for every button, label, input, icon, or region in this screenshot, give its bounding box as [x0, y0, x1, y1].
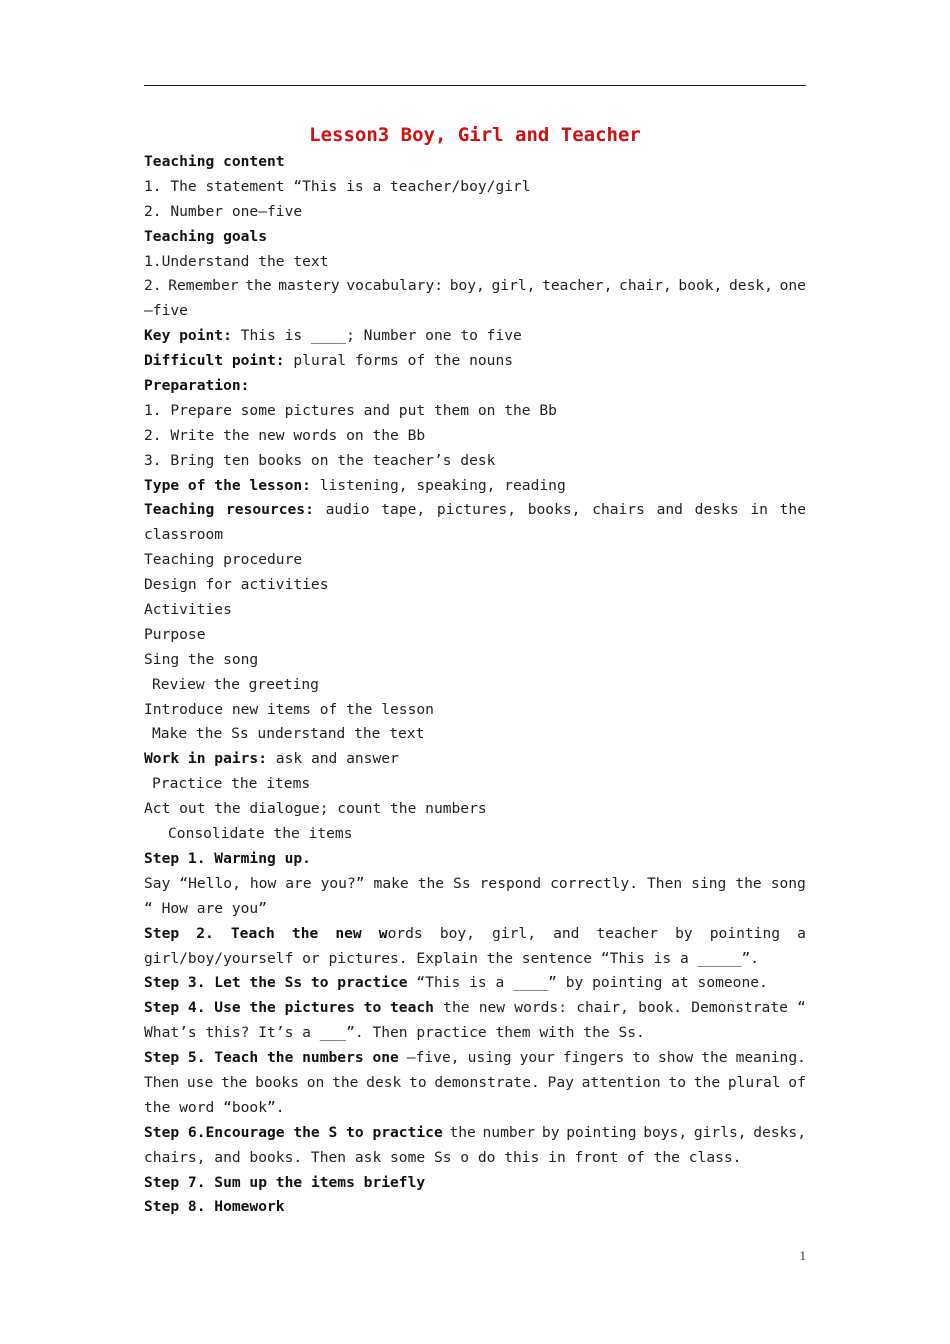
word: fingers [562, 1049, 625, 1067]
word: the [291, 924, 319, 942]
word: tape, [381, 501, 426, 519]
word: words [378, 924, 423, 942]
word: the [220, 1073, 248, 1091]
text-line: Activities [144, 601, 232, 619]
text-line: Practice the items [152, 775, 311, 793]
word: desk, [729, 277, 773, 295]
word: chairs [592, 501, 645, 519]
section-heading: Teaching goals [144, 227, 268, 245]
text-line: Purpose [144, 625, 206, 643]
text-line: 2. Number one—five [144, 202, 303, 220]
word: one [779, 277, 806, 295]
word: respond [479, 874, 542, 892]
word: are [285, 874, 312, 892]
lesson-title: Lesson3 Boy, Girl and Teacher [309, 124, 641, 146]
word: girls, [693, 1123, 747, 1141]
word: resources: [226, 501, 314, 519]
difficult-point-line: Difficult point: plural forms of the nouns [144, 352, 514, 370]
word: the [693, 1073, 721, 1091]
section-heading: Teaching content [144, 153, 285, 170]
word: on [306, 1073, 325, 1091]
text-line: 2. Write the new words on the Bb [144, 426, 426, 444]
word: “Hello, [179, 874, 241, 892]
word: “ [797, 999, 806, 1017]
word: Then [647, 874, 683, 892]
word: in [750, 501, 768, 519]
step4-line [144, 996, 806, 1021]
word: chair, [576, 999, 629, 1017]
word: books [255, 1073, 300, 1091]
word: the [701, 1049, 728, 1067]
word: Teaching [144, 501, 215, 519]
word: book, [678, 277, 723, 295]
word: Remember [168, 277, 239, 295]
page-number: 1 [799, 1248, 806, 1263]
word: book. [638, 999, 683, 1017]
word: Pay [547, 1073, 574, 1091]
text-line: —five [144, 302, 188, 320]
key-point-line: Key point: This is ____; Number one to five [144, 327, 522, 345]
justified-line [144, 274, 806, 299]
lesson-type-line: Type of the lesson: listening, speaking, reading [144, 476, 566, 494]
word: teacher [596, 924, 659, 942]
word: 2. [144, 277, 162, 295]
word: use [186, 1073, 214, 1091]
step2-line [144, 922, 806, 947]
text-line: What’s this? It’s a ___”. Then practice them with the Ss. [144, 1024, 645, 1042]
word: teacher, [542, 277, 613, 295]
word: the [332, 1073, 359, 1091]
word: by [675, 924, 693, 942]
justified-line [144, 872, 806, 897]
text-line: Design for activities [144, 576, 329, 594]
word: desks, [753, 1123, 806, 1141]
text-line: “ How are you” [144, 899, 268, 917]
text-line: the word “book”. [144, 1098, 285, 1116]
text-line: classroom [144, 526, 224, 544]
text-line: 1. The statement “This is a teacher/boy/girl [144, 177, 531, 195]
justified-line [144, 1071, 806, 1096]
word: pointing [566, 1123, 637, 1141]
word: and [553, 924, 580, 942]
word: 2. [196, 924, 214, 942]
word: audio [325, 501, 370, 519]
word: plural [727, 1073, 781, 1091]
word: of [788, 1073, 806, 1091]
word: new [335, 924, 362, 942]
word: demonstrate. [434, 1073, 540, 1091]
text-line: 3. Bring ten books on the teacher’s desk [144, 451, 496, 469]
word: show [658, 1049, 694, 1067]
word: to [632, 1049, 650, 1067]
word: song [770, 874, 806, 892]
text-line: Consolidate the items [168, 825, 353, 843]
word: and [656, 501, 683, 519]
word: to [409, 1073, 427, 1091]
step-heading: Step 8. Homework [144, 1198, 285, 1216]
word: the [779, 501, 806, 519]
word: by [541, 1123, 560, 1141]
word: the [735, 874, 762, 892]
word: make [373, 874, 409, 892]
text-line: Teaching procedure [144, 551, 303, 569]
word: pointing [709, 924, 781, 942]
text-line: Introduce new items of the lesson [144, 700, 434, 718]
word: Say [144, 874, 171, 892]
step-heading: Step 7. Sum up the items briefly [144, 1173, 426, 1191]
word: a [797, 924, 806, 942]
text-line: Review the greeting [152, 675, 319, 693]
word: Step 4. Use the pictures to teach [144, 999, 434, 1017]
text-line: 1.Understand the text [144, 252, 329, 270]
word: Step [144, 924, 180, 942]
header-rule [144, 85, 806, 86]
word: Then [144, 1073, 180, 1091]
word: girl, [492, 924, 536, 942]
word: boy, [449, 277, 485, 295]
word: sing [691, 874, 727, 892]
resources-line [144, 498, 806, 523]
word: books, [527, 501, 581, 519]
word: attention [581, 1073, 661, 1091]
word: boy, [439, 924, 475, 942]
word: Step 5. Teach the numbers one [144, 1049, 399, 1067]
step5-line [144, 1046, 806, 1071]
lesson-body [144, 150, 806, 1220]
step-heading: Step 1. Warming up. [144, 849, 311, 867]
text-line: 1. Prepare some pictures and put them on the Bb [144, 401, 557, 419]
word: Ss [453, 874, 471, 892]
word: correctly. [550, 874, 639, 892]
step6-line [144, 1121, 806, 1146]
word: pictures, [436, 501, 516, 519]
pairs-line: Work in pairs: ask and answer [144, 750, 399, 768]
word: –five, [406, 1049, 460, 1067]
word: your [519, 1049, 555, 1067]
word: Teach [230, 924, 275, 942]
word: the [449, 1123, 476, 1141]
word: the [443, 999, 470, 1017]
text-line: Act out the dialogue; count the numbers [144, 800, 487, 818]
word: you?” [320, 874, 365, 892]
word: mastery [278, 277, 340, 295]
word: how [249, 874, 277, 892]
word: desk [366, 1073, 402, 1091]
word: boys, [643, 1123, 688, 1141]
word: Demonstrate [691, 999, 788, 1017]
word: chair, [619, 277, 672, 295]
text-line: girl/boy/yourself or pictures. Explain the sentence “This is a _____”. [144, 949, 760, 967]
word: new [478, 999, 506, 1017]
word: meaning. [735, 1049, 806, 1067]
step3-line: Step 3. Let the Ss to practice “This is a ____” by pointing at someone. [144, 974, 768, 992]
word: the [417, 874, 445, 892]
word: using [467, 1049, 512, 1067]
word: vocabulary: [346, 277, 444, 295]
section-heading: Preparation: [144, 377, 250, 395]
word: number [482, 1123, 536, 1141]
word: the [245, 277, 272, 295]
word: words: [514, 999, 567, 1017]
text-line: chairs, and books. Then ask some Ss o do this in front of the class. [144, 1148, 742, 1166]
text-line: Make the Ss understand the text [152, 725, 425, 743]
text-line: Sing the song [144, 650, 259, 668]
word: Step 6.Encourage the S to practice [144, 1123, 443, 1141]
word: desks [694, 501, 739, 519]
word: to [668, 1073, 687, 1091]
word: girl, [491, 277, 536, 295]
